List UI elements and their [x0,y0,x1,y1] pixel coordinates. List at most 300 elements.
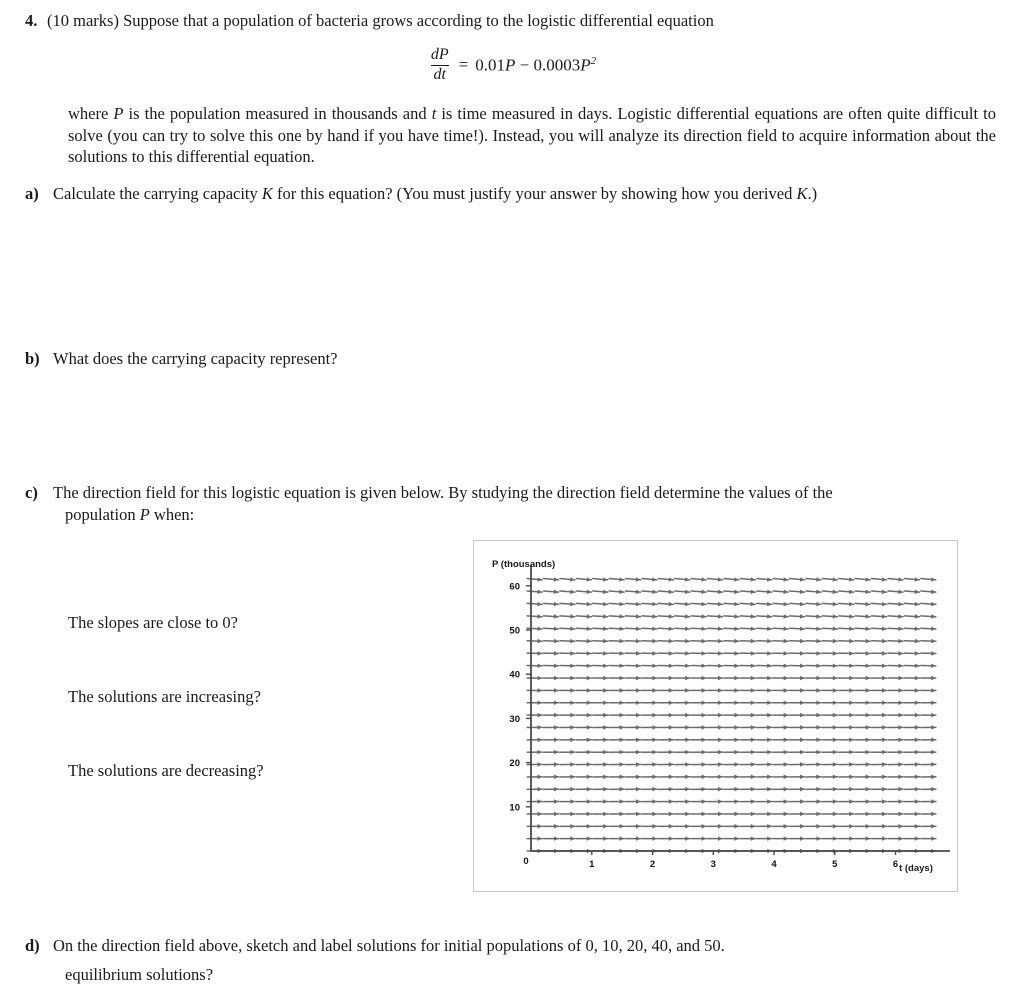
slope-arrow-head [833,688,838,693]
slope-arrow-head [816,639,821,644]
sub-prompt-slopes-zero: The slopes are close to 0? [68,613,238,632]
slope-arrow-head [915,799,920,804]
slope-arrow-head [931,602,936,607]
slope-arrow-head [587,836,592,841]
slope-arrow-head [702,775,707,780]
slope-arrow-head [734,762,739,767]
slope-arrow-head [800,812,805,817]
slope-arrow-head [734,663,739,668]
slope-arrow-head [816,688,821,693]
slope-arrow-head [554,614,559,619]
slope-arrow-head [669,713,674,718]
slope-arrow-head [554,663,559,668]
slope-arrow-head [620,663,625,668]
slope-arrow-head [702,812,707,817]
slope-arrow-head [767,713,772,718]
slope-arrow-head [734,688,739,693]
slope-arrow-head [898,651,903,656]
slope-arrow-head [783,614,788,619]
slope-arrow-head [538,824,543,829]
slope-arrow-head [734,725,739,730]
slope-arrow-head [751,762,756,767]
y-tick-label: 60 [509,581,520,593]
slope-arrow-head [882,775,887,780]
question-stem [25,10,1000,32]
slope-arrow-head [554,799,559,804]
slope-arrow-head [570,639,575,644]
slope-arrow-head [718,688,723,693]
slope-arrow-head [849,676,854,681]
slope-arrow-head [882,577,887,582]
slope-arrow-head [570,775,575,780]
slope-arrow-head [603,577,608,582]
slope-arrow-head [685,836,690,841]
slope-arrow-head [718,663,723,668]
slope-arrow-head [652,590,657,595]
slope-arrow-head [652,750,657,755]
slope-arrow-head [537,651,542,656]
slope-arrow-head [636,651,641,656]
slope-arrow-head [669,688,674,693]
slope-arrow-head [915,713,920,718]
slope-arrow-head [570,688,575,693]
slope-arrow-head [620,824,625,829]
y-tick-label: 40 [509,669,520,681]
slope-arrow-head [816,725,821,730]
slope-arrow-head [882,626,887,631]
slope-arrow-head [898,775,903,780]
slope-arrow-head [701,577,706,582]
slope-arrow-head [587,713,592,718]
slope-arrow-head [784,775,789,780]
slope-arrow-head [915,824,920,829]
slope-arrow-head [652,614,657,619]
slope-arrow-head [866,713,871,718]
slope-arrow-head [702,663,707,668]
slope-arrow-head [800,824,805,829]
slope-arrow-head [603,590,608,595]
slope-arrow-head [915,614,920,619]
slope-arrow-head [898,663,903,668]
part-c-label: c) [25,483,38,502]
slope-arrow-head [603,787,608,792]
slope-arrow-head [636,663,641,668]
slope-arrow-head [898,639,903,644]
slope-arrow-head [751,812,756,817]
slope-arrow-head [702,700,707,705]
slope-arrow-head [833,676,838,681]
slope-arrow-head [849,577,854,582]
slope-arrow-head [587,750,592,755]
slope-arrow-head [619,590,624,595]
slope-arrow-head [866,676,871,681]
slope-arrow-head [652,725,657,730]
slope-arrow-head [898,626,903,631]
slope-arrow-head [784,700,789,705]
slope-arrow-head [866,614,871,619]
slope-arrow-head [882,799,887,804]
slope-arrow-head [833,639,838,644]
part-d-line2: equilibrium solutions? [65,964,214,984]
slope-arrow-head [669,700,674,705]
slope-arrow-head [931,639,936,644]
slope-arrow-head [816,737,821,742]
y-axis-label: P (thousands) [492,559,556,570]
slope-arrow-head [866,824,871,829]
slope-arrow-head [865,577,870,582]
slope-arrow-head [685,614,690,619]
slope-arrow-head [718,577,723,582]
question-stem-text: (10 marks) Suppose that a population of bacteria grows according to the logistic differential equation [47,11,714,30]
slope-arrow-head [800,750,805,755]
slope-arrow-head [833,713,838,718]
slope-arrow-head [882,812,887,817]
slope-arrow-head [849,750,854,755]
slope-arrow-head [636,762,641,767]
slope-arrow-head [866,663,871,668]
slope-arrow-head [849,663,854,668]
slope-arrow-head [685,713,690,718]
slope-arrow-head [849,787,854,792]
slope-arrow-head [915,775,920,780]
slope-arrow-head [898,750,903,755]
slope-arrow-head [702,651,707,656]
slope-arrow-head [866,799,871,804]
slope-arrow-head [652,775,657,780]
slope-arrow-head [587,676,592,681]
slope-arrow-head [669,614,674,619]
slope-arrow-head [833,626,838,631]
slope-arrow-head [603,750,608,755]
slope-arrow-head [882,750,887,755]
slope-arrow-head [652,602,657,607]
slope-arrow-head [882,614,887,619]
slope-arrow-head [636,824,641,829]
slope-arrow-head [751,602,756,607]
slope-arrow-head [849,651,854,656]
slope-arrow-head [849,602,854,607]
slope-arrow-head [669,787,674,792]
slope-arrow-head [669,676,674,681]
slope-arrow-head [833,787,838,792]
slope-arrow-head [816,713,821,718]
sub-prompt-solutions-decreasing: The solutions are decreasing? [68,761,264,780]
slope-arrow-head [800,651,805,656]
x-tick-label: 4 [771,859,777,870]
slope-arrow-head [538,750,543,755]
slope-arrow-head [751,700,756,705]
slope-arrow-head [570,676,575,681]
slope-arrow-head [734,590,739,595]
slope-arrow-head [669,663,674,668]
slope-arrow-head [669,590,674,595]
slope-arrow-head [833,590,838,595]
rhs-term1-coefficient: 0.01 [475,55,505,75]
slope-arrow-head [882,688,887,693]
slope-arrow-head [652,824,657,829]
y-axis-tick-labels [509,581,528,867]
slope-arrow-head [734,799,739,804]
slope-arrow-head [652,700,657,705]
slope-arrow-head [849,824,854,829]
slope-arrow-head [587,737,592,742]
slope-arrow-head [718,626,723,631]
slope-arrow-head [537,626,542,631]
slope-arrow-head [554,775,559,780]
slope-arrow-head [898,725,903,730]
slope-arrow-head [702,737,707,742]
slope-arrow-head [898,676,903,681]
slope-arrow-head [702,676,707,681]
slope-arrow-head [816,824,821,829]
slope-arrow-head [898,812,903,817]
slope-arrow-head [636,713,641,718]
slope-arrow-head [833,737,838,742]
slope-arrow-head [570,713,575,718]
slope-arrow-head [816,676,821,681]
slope-arrow-head [734,577,739,582]
slope-arrow-head [587,639,592,644]
slope-arrow-head [636,639,641,644]
slope-arrow-head [931,762,936,767]
slope-arrow-head [816,775,821,780]
slope-arrow-head [669,799,674,804]
slope-arrow-head [620,688,625,693]
slope-arrow-head [652,676,657,681]
slope-arrow-head [784,799,789,804]
part-d-label: d) [25,936,40,955]
slope-arrow-head [570,787,575,792]
slope-arrow-head [767,663,772,668]
slope-arrow-head [751,688,756,693]
slope-arrow-head [800,725,805,730]
slope-arrow-head [702,799,707,804]
slope-arrow-head [833,700,838,705]
slope-arrow-head [652,762,657,767]
slope-arrow-head [718,762,723,767]
slope-arrow-head [620,725,625,730]
slope-arrow-head [816,602,821,607]
slope-arrow-head [915,577,920,582]
slope-arrow-head [652,787,657,792]
slope-arrow-head [636,577,641,582]
slope-arrow-head [701,626,706,631]
slope-arrow-head [783,602,788,607]
slope-arrow-head [849,688,854,693]
slope-arrow-head [620,651,625,656]
slope-arrow-head [718,737,723,742]
slope-arrow-head [849,762,854,767]
slope-arrow-head [800,713,805,718]
slope-arrow-head [685,651,690,656]
slope-arrow-head [800,836,805,841]
slope-arrow-head [685,700,690,705]
slope-arrow-head [554,836,559,841]
slope-arrow-head [849,713,854,718]
slope-arrow-head [636,725,641,730]
slope-arrow-head [915,639,920,644]
slope-arrow-head [685,688,690,693]
slope-arrow-head [751,713,756,718]
slope-arrow-head [849,775,854,780]
slope-arrow-head [849,812,854,817]
slope-arrow-head [866,812,871,817]
slope-arrow-head [767,775,772,780]
slope-arrow-head [570,651,575,656]
slope-arrow-head [849,836,854,841]
slope-arrow-head [538,787,543,792]
slope-arrow-head [718,775,723,780]
slope-arrow-head [816,577,821,582]
slope-arrow-head [669,602,674,607]
slope-arrow-head [882,836,887,841]
slope-arrow-head [816,663,821,668]
slope-arrow-head [538,676,543,681]
slope-arrow-head [685,775,690,780]
slope-arrow-head [538,725,543,730]
slope-arrow-head [669,725,674,730]
slope-arrow-head [800,577,805,582]
slope-arrow-head [866,700,871,705]
slope-arrow-head [718,812,723,817]
slope-arrow-head [587,626,592,631]
equation-relation: = [458,55,469,75]
slope-arrow-head [702,824,707,829]
slope-arrow-head [898,799,903,804]
slope-arrow-head [800,737,805,742]
slope-arrow-head [734,787,739,792]
slope-arrow-head [931,787,936,792]
slope-arrow-head [882,651,887,656]
slope-arrow-head [866,725,871,730]
differential-equation [0,44,1024,84]
slope-arrow-head [734,775,739,780]
slope-arrow-head [619,626,624,631]
slope-arrow-head [833,824,838,829]
slope-arrow-head [784,688,789,693]
slope-arrow-head [734,812,739,817]
y-tick-label: 50 [509,625,520,637]
slope-arrow-head [538,775,543,780]
slope-arrow-head [767,750,772,755]
slope-arrow-head [931,663,936,668]
slope-arrow-head [784,836,789,841]
slope-arrow-head [751,737,756,742]
x-tick-label: 3 [710,859,716,870]
slope-arrow-head [603,812,608,817]
slope-arrow-head [603,775,608,780]
slope-arrow-head [833,836,838,841]
slope-arrow-head [915,762,920,767]
slope-arrow-head [603,799,608,804]
slope-arrow-head [882,663,887,668]
slope-arrow-head [915,663,920,668]
slope-arrow-head [833,663,838,668]
slope-arrow-head [554,639,559,644]
part-c-line1: The direction field for this logistic equation is given below. By studying the direction field determine the values of the [53,483,833,502]
slope-arrow-head [882,725,887,730]
part-b [25,348,625,370]
slope-arrow-head [898,577,903,582]
slope-arrow-head [538,812,543,817]
slope-arrow-head [751,663,756,668]
slope-arrow-head [767,626,772,631]
slope-arrow-head [587,577,592,582]
slope-arrow-head [849,725,854,730]
fraction-numerator: dP [430,46,449,63]
slope-arrow-head [718,824,723,829]
slope-arrow-head [587,590,592,595]
part-c-line2: population P when: [65,504,195,524]
slope-arrow-head [784,713,789,718]
slope-arrow-head [931,750,936,755]
y-tick-label: 10 [509,802,520,814]
slope-arrow-head [800,614,805,619]
slope-arrow-head [702,725,707,730]
slope-arrow-head [570,824,575,829]
slope-arrow-head [652,626,657,631]
slope-arrow-head [570,737,575,742]
slope-arrow-head [931,614,936,619]
slope-arrow-head [751,824,756,829]
derivative-fraction [428,47,452,84]
slope-arrow-head [669,626,674,631]
slope-arrow-head [800,762,805,767]
slope-arrow-head [636,836,641,841]
slope-arrow-head [652,812,657,817]
slope-arrow-head [783,577,788,582]
direction-field-svg [474,541,957,891]
slope-arrow-head [570,762,575,767]
part-d-line1: On the direction field above, sketch and label solutions for initial populations of 0, 10, 20, 40, and 50. [53,936,725,955]
part-b-text: What does the carrying capacity represent? [53,349,338,368]
slope-arrow-head [767,676,772,681]
slope-arrow-head [669,836,674,841]
slope-arrow-head [882,787,887,792]
slope-arrow-head [866,775,871,780]
slope-arrow-head [718,651,723,656]
slope-arrow-head [734,700,739,705]
slope-arrow-head [636,590,641,595]
slope-arrow-head [816,590,821,595]
slope-arrow-head [652,799,657,804]
slope-arrow-head [751,651,756,656]
slope-arrow-head [702,836,707,841]
slope-arrow-head [898,787,903,792]
slope-arrow-head [734,750,739,755]
slope-arrow-head [865,602,870,607]
slope-arrow-head [784,812,789,817]
slope-arrow-head [718,590,723,595]
slope-arrow-head [800,602,805,607]
slope-arrow-head [701,602,706,607]
slope-arrow-head [931,626,936,631]
slope-arrow-head [538,688,543,693]
slope-arrow-head [636,700,641,705]
slope-arrow-head [898,614,903,619]
slope-arrow-head [915,651,920,656]
slope-arrow-head [816,762,821,767]
slope-arrow-head [685,626,690,631]
slope-arrow-head [554,762,559,767]
slope-arrow-head [915,602,920,607]
slope-arrow-head [833,725,838,730]
slope-arrow-head [718,799,723,804]
slope-arrow-head [702,762,707,767]
slope-arrow-head [603,762,608,767]
slope-arrow-head [603,700,608,705]
slope-arrow-head [816,614,821,619]
